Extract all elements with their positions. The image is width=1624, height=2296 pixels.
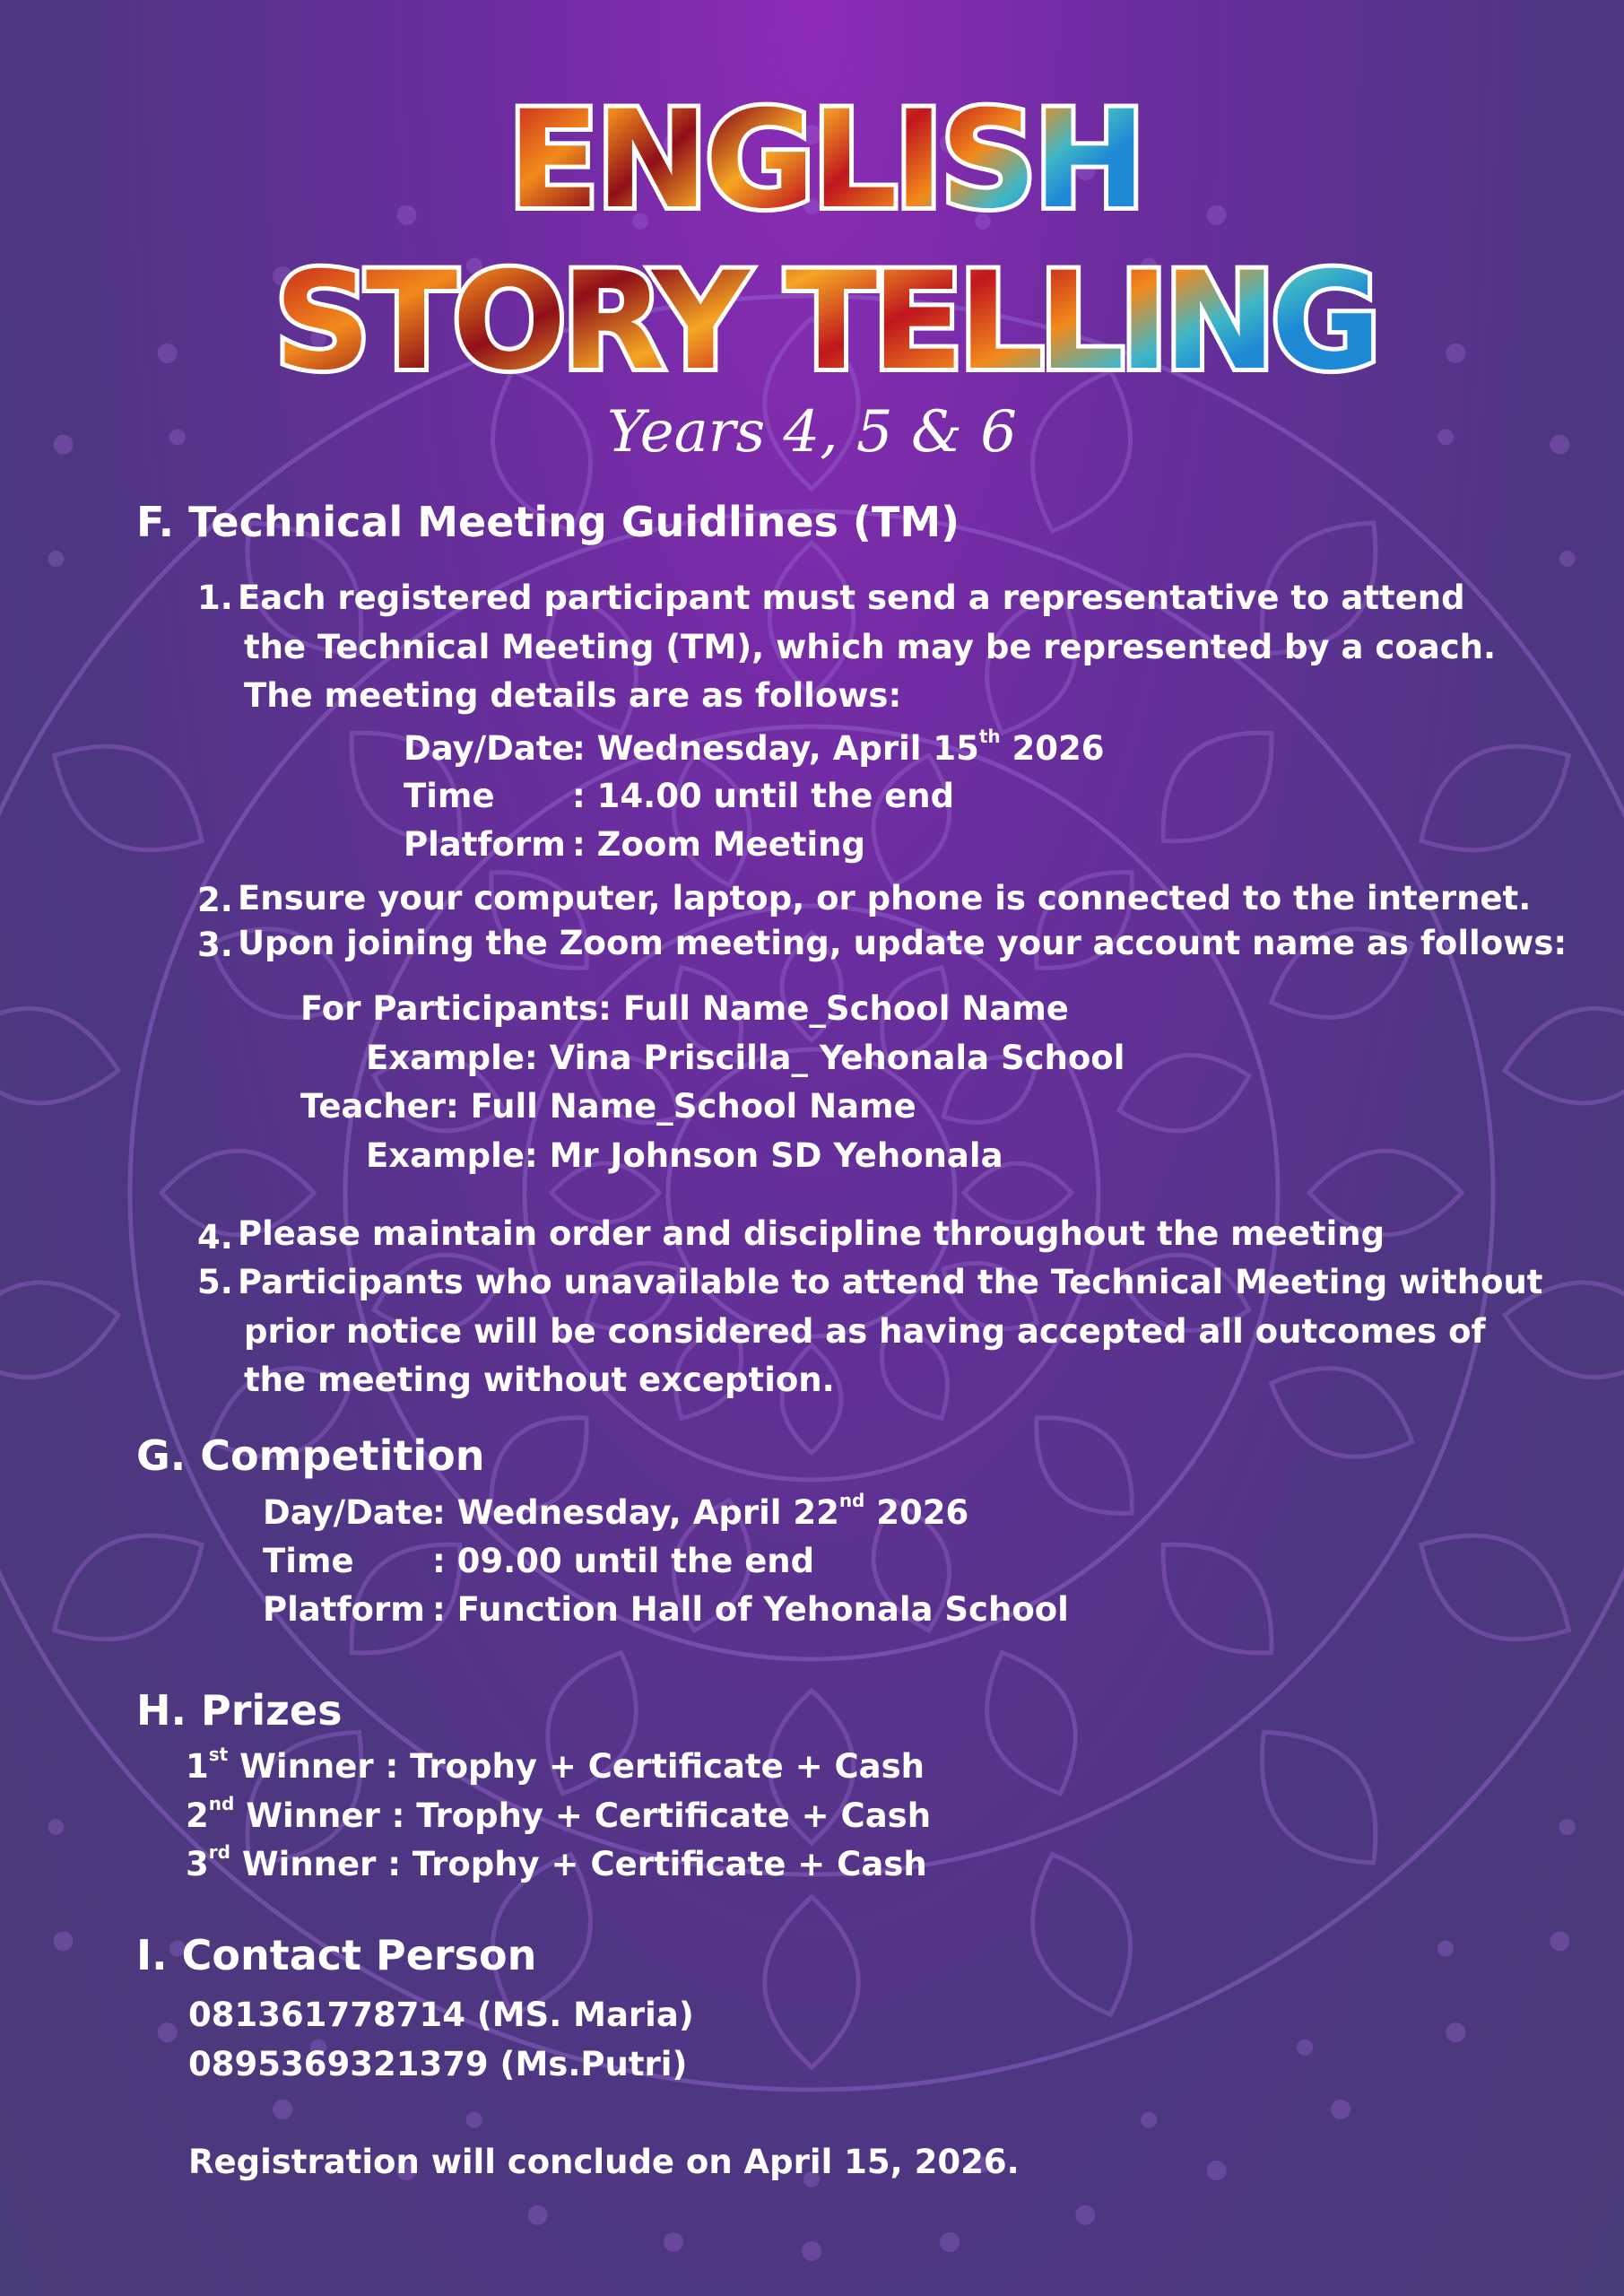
mandala-dot [466, 2112, 482, 2128]
subtitle-years: Years 4, 5 & 6 [607, 399, 1017, 465]
title-line-1: ENGLISH [507, 83, 1143, 239]
event-title [269, 72, 1381, 386]
mandala-dot [664, 2232, 683, 2252]
mandala-petal [55, 746, 203, 849]
tm-time-value: : 14.00 until the end [572, 777, 955, 815]
contact-1: 081361778714 (MS. Maria) [188, 1996, 694, 2034]
item-4-text: Please maintain order and discipline throughout the meeting [238, 1214, 1385, 1253]
item-5-line-3: the meeting without exception. [244, 1361, 835, 1399]
mandala-petal [769, 543, 854, 695]
mandala-petal [1421, 1535, 1569, 1639]
item-2-text: Ensure your computer, laptop, or phone is connected to the internet. [238, 879, 1532, 918]
item-5-line-2: prior notice will be considered as having accepted all outcomes of [244, 1312, 1486, 1351]
mandala-dot [1559, 1819, 1576, 1835]
tm-platform-value: : Zoom Meeting [572, 825, 865, 864]
mandala-petal [1262, 1732, 1376, 1863]
mandala-petal [987, 1653, 1076, 1794]
mandala-dot [158, 344, 178, 363]
tm-platform-label: Platform [404, 825, 566, 864]
section-f-heading: F. Technical Meeting Guidlines (TM) [136, 498, 960, 546]
competition-daydate-label: Day/Date [263, 1493, 434, 1532]
mandala-petal [1272, 1369, 1412, 1457]
mandala-petal [0, 1008, 118, 1103]
prize-2: 2nd Winner : Trophy + Certificate + Cash [186, 1793, 932, 1835]
item-1-number: 1. [197, 578, 233, 617]
title-line-2: STORY TELLING [274, 244, 1376, 386]
mandala-dot [48, 551, 64, 567]
prize-1: 1st Winner : Trophy + Certificate + Cash [186, 1744, 925, 1786]
mandala-petal [1421, 746, 1569, 849]
item-3-number: 3. [197, 926, 233, 964]
mandala-petal [873, 755, 949, 885]
mandala-petal [1505, 1008, 1624, 1103]
teacher-example: Example: Mr Johnson SD Yehonala [366, 1136, 1003, 1175]
mandala-dot [528, 2205, 548, 2225]
mandala-dot [1297, 2039, 1313, 2056]
mandala-dot [1207, 2161, 1227, 2180]
mandala-dot [1075, 2205, 1095, 2225]
mandala-dot [158, 2022, 178, 2042]
section-i-heading: I. Contact Person [136, 1931, 537, 1979]
mandala-petal [1033, 1855, 1131, 2015]
mandala-petal [0, 1283, 118, 1378]
item-1-line-2: the Technical Meeting (TM), which may be represented by a coach. [244, 628, 1497, 666]
section-g-heading: G. Competition [136, 1431, 485, 1480]
prize-3: 3rd Winner : Trophy + Certificate + Cash [186, 1841, 927, 1883]
item-1-line-1: Each registered participant must send a representative to attend [238, 578, 1465, 617]
mandala-petal [673, 755, 749, 885]
mandala-petal [55, 1535, 203, 1639]
mandala-dot [54, 1931, 74, 1951]
mandala-dot [273, 2100, 292, 2119]
mandala-petal [1119, 1055, 1249, 1130]
mandala-petal [765, 1897, 859, 2067]
mandala-dot [1141, 2112, 1157, 2128]
competition-daydate-value: : Wednesday, April 22nd 2026 [432, 1490, 969, 1532]
mandala-dot [1446, 344, 1465, 363]
participants-example: Example: Vina Priscilla_ Yehonala School [366, 1039, 1125, 1077]
item-2-number: 2. [197, 881, 233, 919]
participants-format: For Participants: Full Name_School Name [300, 989, 1069, 1028]
section-h-heading: H. Prizes [136, 1686, 343, 1735]
registration-deadline: Registration will conclude on April 15, 2026. [188, 2143, 1020, 2181]
mandala-dot [802, 2241, 821, 2261]
item-4-number: 4. [197, 1218, 233, 1257]
tm-time-label: Time [404, 777, 495, 815]
mandala-dot [1331, 2100, 1350, 2119]
competition-platform-label: Platform [263, 1590, 425, 1629]
tm-daydate-value: : Wednesday, April 15th 2026 [572, 726, 1105, 768]
teacher-format: Teacher: Full Name_School Name [300, 1087, 916, 1126]
mandala-dot [1550, 1931, 1569, 1951]
mandala-dot [1559, 551, 1576, 567]
item-5-line-1: Participants who unavailable to attend the Technical Meeting without [238, 1263, 1543, 1301]
mandala-petal [1163, 1544, 1272, 1653]
mandala-dot [48, 1819, 64, 1835]
item-5-number: 5. [197, 1263, 233, 1301]
tm-daydate-label: Day/Date [404, 729, 575, 768]
mandala-dot [940, 2232, 960, 2252]
competition-time-value: : 09.00 until the end [432, 1542, 815, 1580]
item-1-line-3: The meeting details are as follows: [244, 676, 902, 715]
competition-platform-value: : Function Hall of Yehonala School [432, 1590, 1069, 1629]
contact-2: 0895369321379 (Ms.Putri) [188, 2045, 688, 2083]
competition-time-label: Time [263, 1542, 354, 1580]
mandala-petal [1037, 1418, 1133, 1514]
mandala-dot [1437, 1941, 1454, 1957]
mandala-petal [1163, 733, 1272, 841]
item-3-text: Upon joining the Zoom meeting, update your account name as follows: [238, 924, 1568, 962]
mandala-dot [1446, 2022, 1465, 2042]
